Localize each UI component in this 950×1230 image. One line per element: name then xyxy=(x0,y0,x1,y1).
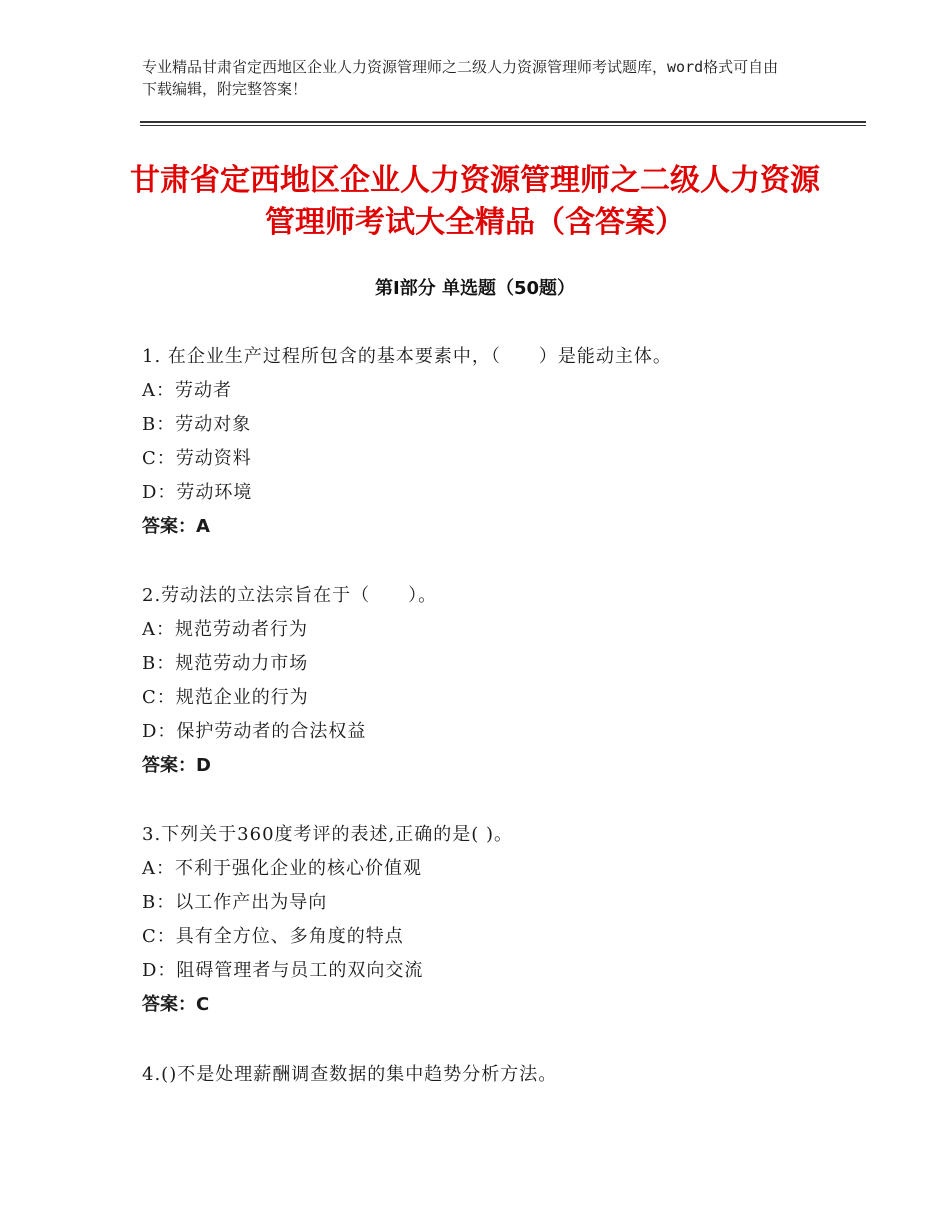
question-2 xyxy=(142,579,842,783)
section-title: 第Ⅰ部分 单选题（50题） xyxy=(374,278,575,299)
question-stem: 1. 在企业生产过程所包含的基本要素中，（ ）是能动主体。 xyxy=(142,346,672,367)
option-a: A：劳动者 xyxy=(142,380,232,401)
question-stem: 4.()不是处理薪酬调查数据的集中趋势分析方法。 xyxy=(142,1064,558,1085)
option-c: C：劳动资料 xyxy=(142,448,252,469)
answer: 答案：D xyxy=(142,755,211,776)
question-4 xyxy=(142,1058,842,1092)
question-stem: 3.下列关于360度考评的表述,正确的是( )。 xyxy=(142,824,514,845)
option-a: A：不利于强化企业的核心价值观 xyxy=(142,858,422,879)
option-c: C：具有全方位、多角度的特点 xyxy=(142,926,404,947)
option-d: D：阻碍管理者与员工的双向交流 xyxy=(142,960,424,981)
question-1 xyxy=(142,340,842,544)
question-3 xyxy=(142,818,842,1022)
option-a: A：规范劳动者行为 xyxy=(142,619,308,640)
option-c: C：规范企业的行为 xyxy=(142,687,309,708)
header-note: 专业精品甘肃省定西地区企业人力资源管理师之二级人力资源管理师考试题库，word格式可自由下载编辑，附完整答案！ xyxy=(142,58,779,98)
header-divider-thin xyxy=(140,125,866,126)
document-title: 甘肃省定西地区企业人力资源管理师之二级人力资源管理师考试大全精品（含答案） xyxy=(130,163,820,240)
option-d: D：劳动环境 xyxy=(142,482,253,503)
option-b: B：以工作产出为导向 xyxy=(142,892,328,913)
option-b: B：劳动对象 xyxy=(142,414,252,435)
option-b: B：规范劳动力市场 xyxy=(142,653,309,674)
answer: 答案：A xyxy=(142,516,210,537)
answer: 答案：C xyxy=(142,994,210,1015)
option-d: D：保护劳动者的合法权益 xyxy=(142,721,367,742)
question-stem: 2.劳动法的立法宗旨在于（ ）。 xyxy=(142,585,438,606)
header-divider-thick xyxy=(140,121,866,123)
